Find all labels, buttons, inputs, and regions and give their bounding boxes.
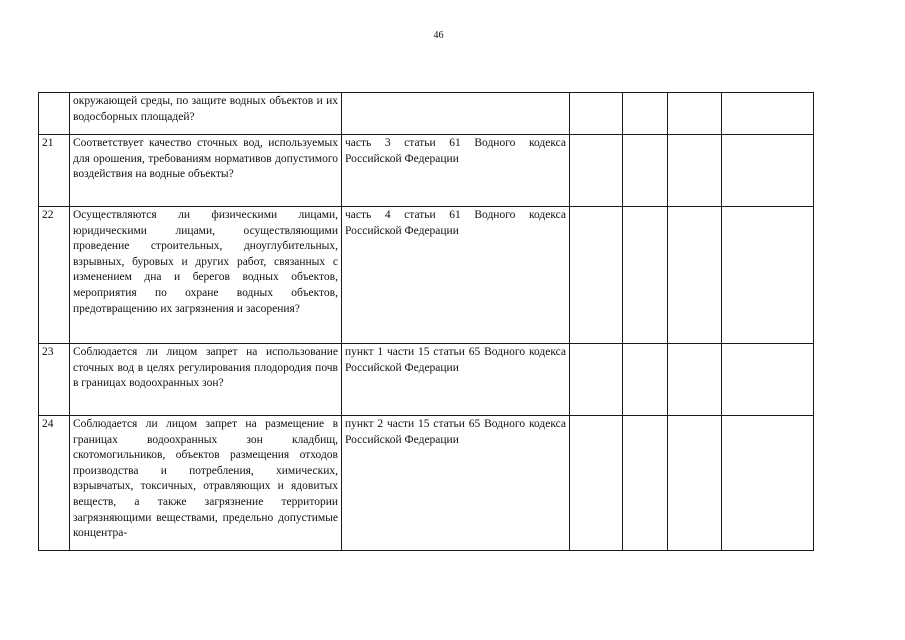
requirement-question: окружающей среды, по защите водных объектов и их водосборных площадей? — [70, 93, 342, 135]
checklist-table — [38, 92, 814, 551]
row-number: 22 — [39, 207, 70, 344]
answer-no-cell — [623, 207, 668, 344]
answer-yes-cell — [570, 207, 623, 344]
requirement-question: Соблюдается ли лицом запрет на использование сточных вод в целях регулирования плодородия почв в границах водоохранных зон? — [70, 344, 342, 416]
table-row — [39, 135, 814, 207]
legal-reference: часть 3 статьи 61 Водного кодекса Российской Федерации — [342, 135, 570, 207]
row-number: 23 — [39, 344, 70, 416]
answer-yes-cell — [570, 135, 623, 207]
legal-reference — [342, 93, 570, 135]
note-cell — [722, 416, 814, 551]
note-cell — [722, 207, 814, 344]
requirement-question: Осуществляются ли физическими лицами, юридическими лицами, осуществляющими проведение строительных, дноуглубительных, взрывных, буровых и других работ, связанных с изменением дна и берегов водных объектов, мероприятия по охране водных объектов, предотвращению их загрязнения и засорения? — [70, 207, 342, 344]
answer-no-cell — [623, 93, 668, 135]
answer-na-cell — [668, 207, 722, 344]
answer-na-cell — [668, 416, 722, 551]
answer-no-cell — [623, 416, 668, 551]
legal-reference: пункт 1 части 15 статьи 65 Водного кодекса Российской Федерации — [342, 344, 570, 416]
table-row — [39, 344, 814, 416]
page-number: 46 — [433, 30, 444, 41]
answer-no-cell — [623, 344, 668, 416]
answer-yes-cell — [570, 344, 623, 416]
answer-na-cell — [668, 344, 722, 416]
table-row — [39, 93, 814, 135]
answer-yes-cell — [570, 93, 623, 135]
requirement-question: Соответствует качество сточных вод, используемых для орошения, требованиям нормативов допустимого воздействия на водные объекты? — [70, 135, 342, 207]
table-row — [39, 416, 814, 551]
legal-reference: пункт 2 части 15 статьи 65 Водного кодекса Российской Федерации — [342, 416, 570, 551]
note-cell — [722, 344, 814, 416]
note-cell — [722, 135, 814, 207]
answer-na-cell — [668, 135, 722, 207]
requirement-question: Соблюдается ли лицом запрет на размещение в границах водоохранных зон кладбищ, скотомогильников, объектов размещения отходов производства и потребления, химических, взрывчатых, токсичных, отравляющих и ядовитых веществ, а также загрязнение территории загрязняющими веществами, предельно допустимые концентра- — [70, 416, 342, 551]
row-number: 21 — [39, 135, 70, 207]
answer-na-cell — [668, 93, 722, 135]
note-cell — [722, 93, 814, 135]
row-number: 24 — [39, 416, 70, 551]
answer-yes-cell — [570, 416, 623, 551]
table-row — [39, 207, 814, 344]
legal-reference: часть 4 статьи 61 Водного кодекса Российской Федерации — [342, 207, 570, 344]
row-number — [39, 93, 70, 135]
answer-no-cell — [623, 135, 668, 207]
